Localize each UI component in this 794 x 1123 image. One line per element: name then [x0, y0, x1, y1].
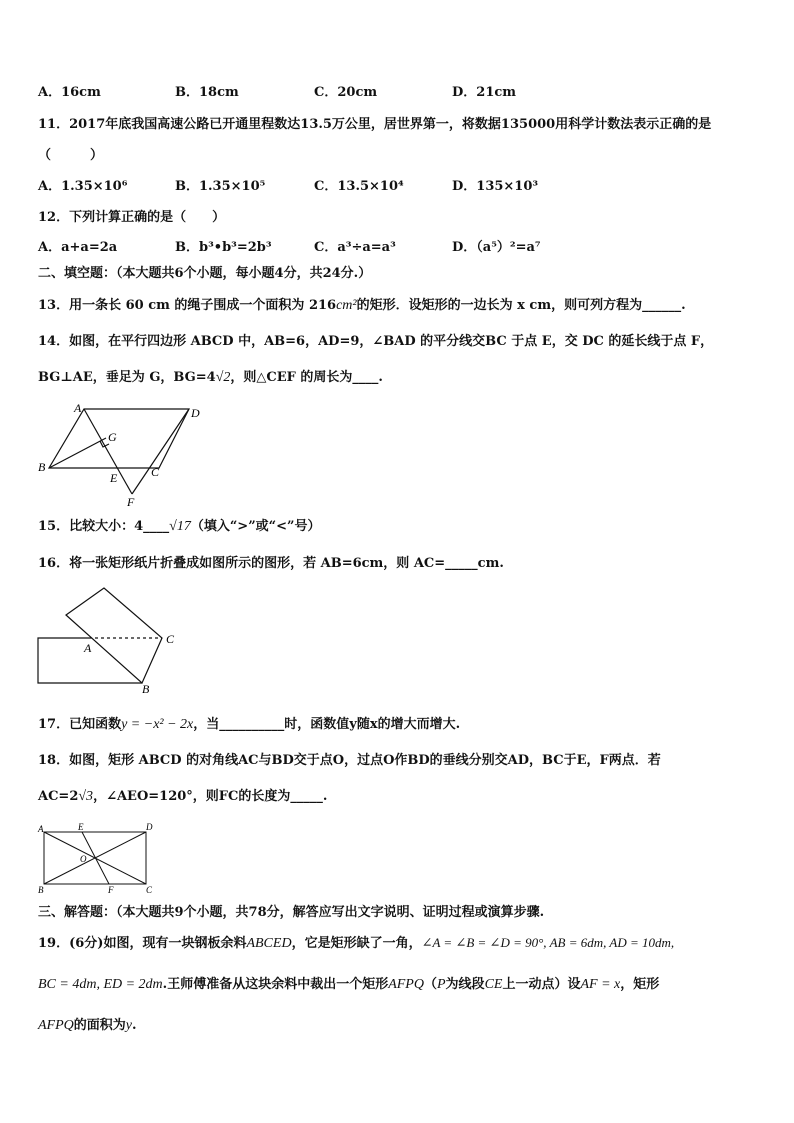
label-o: O: [80, 854, 87, 864]
q10-option-a: A．16cm: [38, 85, 101, 100]
label-a: A: [38, 824, 44, 834]
q19-line2-text4: 上一动点）设: [502, 977, 581, 992]
q19-line1: [38, 934, 674, 953]
q15-pre: 15．比较大小：4____: [38, 519, 170, 534]
section-3-heading: 三、解答题：（本大题共9个小题，共78分，解答应写出文字说明、证明过程或演算步骤.: [38, 905, 545, 920]
q19-line1-mid: ，它是矩形缺了一角，: [291, 936, 422, 951]
q19-line3: [38, 1017, 137, 1035]
q10-option-c: C．20cm: [314, 85, 378, 100]
q19-shape-name: ABCED: [246, 936, 292, 951]
label-a: A: [74, 401, 82, 415]
q11-option-c: C．13.5×10⁴: [314, 179, 404, 194]
label-f: F: [108, 885, 114, 895]
q18-rectangle-figure: [36, 820, 160, 896]
q11-stem: 11．2017年底我国高速公路已开通里程数达13.5万公里，居世界第一，将数据135000用科学计数法表示正确的是: [38, 117, 712, 132]
q19-line1-pre: 19．(6分)如图，现有一块钢板余料: [38, 936, 247, 951]
q13-pre: 13．用一条长 60 cm 的绳子围成一个面积为 216: [38, 298, 337, 313]
section-2-heading: 二、填空题：（本大题共6个小题，每小题4分，共24分.）: [38, 266, 372, 281]
q19-line2-math: BC = 4dm, ED = 2dm: [38, 977, 163, 992]
q15-line: [38, 518, 321, 536]
q12-option-a: A．a+a=2a: [38, 240, 118, 255]
label-b: B: [38, 460, 46, 474]
q18-line1: 18．如图，矩形 ABCD 的对角线AC与BD交于点O，过点O作BD的垂线分别交AD，BC于E，F两点．若: [38, 753, 661, 768]
q19-line2-text: .王师傅准备从这块余料中裁出一个矩形: [162, 977, 389, 992]
q11-paren: （ ）: [38, 148, 104, 163]
label-c: C: [151, 465, 160, 479]
label-c: C: [166, 632, 175, 646]
q12-stem: 12．下列计算正确的是（ ）: [38, 210, 226, 225]
q19-line2-text3: 为线段: [445, 977, 485, 992]
q14-radical: √2: [215, 370, 231, 385]
label-c: C: [146, 885, 153, 895]
q19-rect-name-2: AFPQ: [38, 1018, 74, 1033]
label-g: G: [108, 430, 117, 444]
q19-line2-text5: ，矩形: [620, 977, 660, 992]
q14-line2: [38, 369, 383, 387]
q19-var-y: y: [125, 1018, 132, 1033]
q14-line2-post: ，则△CEF 的周长为____.: [230, 370, 383, 385]
q10-option-d: D．21cm: [452, 85, 517, 100]
label-e: E: [78, 822, 84, 832]
label-f: F: [127, 495, 135, 509]
q19-line3-end: .: [132, 1018, 137, 1033]
q19-line1-math: ∠A = ∠B = ∠D = 90°, AB = 6dm, AD = 10dm,: [421, 935, 675, 950]
q11-option-d: D．135×10³: [452, 179, 539, 194]
label-b: B: [142, 682, 150, 696]
q19-segment-ce: CE: [484, 977, 503, 992]
q15-radical: √17: [169, 519, 191, 534]
q18-line2-post: ，∠AEO=120°，则FC的长度为_____.: [93, 789, 328, 804]
q16-stem: 16．将一张矩形纸片折叠成如图所示的图形，若 AB=6cm，则 AC=_____cm.: [38, 556, 504, 571]
q17-line: [38, 716, 460, 734]
q12-option-c: C．a³÷a=a³: [314, 240, 396, 255]
q13-line: [38, 297, 686, 315]
q17-post: ，当__________时，函数值y随x的增大而增大.: [193, 717, 461, 732]
q19-line3-text: 的面积为: [73, 1018, 126, 1033]
q19-rect-name: AFPQ: [388, 977, 424, 992]
label-b: B: [38, 885, 44, 895]
q19-line2: [38, 976, 659, 994]
q17-pre: 17．已知函数: [38, 717, 122, 732]
q11-option-a: A．1.35×10⁶: [38, 179, 128, 194]
label-a: A: [84, 641, 92, 655]
q12-option-d: D．（a⁵）²=a⁷: [452, 240, 541, 255]
label-d: D: [146, 822, 153, 832]
q19-point-p: P: [436, 977, 446, 992]
q10-option-b: B．18cm: [175, 85, 239, 100]
q16-folded-rectangle-figure: [34, 585, 184, 697]
q18-line2-pre: AC=2: [38, 789, 79, 804]
q14-line2-pre: BG⊥AE，垂足为 G，BG=4: [38, 370, 216, 385]
label-e: E: [110, 471, 118, 485]
label-d: D: [191, 406, 200, 420]
q13-unit: cm²: [336, 298, 357, 313]
q14-line1: 14．如图，在平行四边形 ABCD 中，AB=6，AD=9，∠BAD 的平分线交BC 于点 E，交 DC 的延长线于点 F，: [38, 334, 714, 349]
q15-post: （填入“>”或“<”号）: [190, 519, 321, 534]
q18-radical: √3: [78, 789, 94, 804]
q17-expr: y = −x² − 2x: [121, 717, 194, 732]
q19-af-eq: AF = x: [580, 977, 621, 992]
q14-parallelogram-figure: [34, 400, 214, 512]
q11-option-b: B．1.35×10⁵: [175, 179, 266, 194]
q19-line2-text2: （: [423, 977, 437, 992]
q13-post: 的矩形．设矩形的一边长为 x cm，则可列方程为______.: [356, 298, 686, 313]
q18-line2: [38, 788, 327, 806]
q12-option-b: B．b³•b³=2b³: [175, 240, 272, 255]
